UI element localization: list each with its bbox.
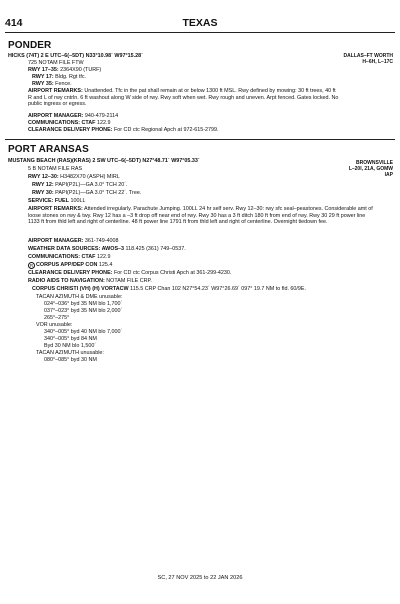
- page-number: 414: [5, 17, 23, 29]
- restriction-line: TACAN AZIMUTH & DME unusable:: [36, 294, 123, 300]
- runway-text: H3482X70 (ASPH) MIRL: [60, 174, 120, 180]
- airport-manager-line: [28, 113, 394, 120]
- runway-end-text: PAPI(P2L)—GA 3.0° TCH 20´.: [55, 182, 128, 188]
- approach-label: CORPUS APP/DEP CON: [36, 262, 98, 268]
- service-line: [28, 198, 394, 205]
- clearance-label: CLEARANCE DELIVERY PHONE:: [28, 270, 113, 276]
- chart-codes: H–6H, L–17C: [362, 59, 393, 66]
- restriction-line: 265°–275°: [44, 315, 70, 321]
- vortac-label: CORPUS CHRISTI (VH) (H) VORTACW: [32, 286, 129, 292]
- airport-remarks: [28, 88, 340, 108]
- section-rule: [5, 139, 395, 140]
- service-label: SERVICE:: [28, 198, 54, 204]
- airport-name: HICKS (74T) 2 E UTC–6(–5DT) N33°10.98´ W97°15.28´: [8, 53, 143, 59]
- sectional-name: DALLAS–FT WORTH: [343, 53, 393, 59]
- airport-manager-line: [28, 238, 394, 245]
- iap-label: IAP: [384, 172, 393, 179]
- communications-line: [28, 254, 394, 261]
- remarks-text: Attended irregularly. Parachute Jumping. 100LL 24 hr self serv. Rwy 12–30: rwy sfc seal–peastones. Considerable amt of loose stones on rwy & twy. Rwy 12 has a –3 ft drop off near end of rwy. Rwy 30 has a 3 ft ditch 180 ft from end of rwy. Rwy 30 29 ft power line 1133 ft from thld left and right of centerline. 48 ft power line 1791 ft from thld left and right of centerline. Overnight tiedown fee.: [28, 206, 373, 226]
- fuel-label: FUEL: [54, 198, 69, 204]
- airport-ident-line: [8, 53, 394, 60]
- weather-label: WEATHER DATA SOURCES: AWOS–3: [28, 246, 125, 252]
- manager-text: 940-479-2114: [84, 113, 119, 119]
- restriction-line: 037°–023° byd 35 NM blo 2,000´: [44, 308, 123, 314]
- communications-line: [28, 120, 394, 127]
- restriction-line: 080°–085° byd 30 NM: [44, 357, 97, 363]
- airport-elevation-line: 5 B NOTAM FILE RAS: [28, 166, 83, 172]
- restriction-line: 340°–005° byd 84 NM: [44, 336, 97, 342]
- radar-symbol-icon: R: [29, 263, 34, 268]
- comm-label: COMMUNICATIONS: CTAF: [28, 254, 96, 260]
- header-rule: [5, 32, 395, 33]
- runway-end-label: RWY 30:: [32, 190, 54, 196]
- chart-codes: L–20I, 21A, GOMW: [348, 166, 393, 173]
- runway-text: 2364X90 (TURF): [60, 67, 102, 73]
- runway-end-text: PAPI(P2L)—GA 3.0° TCH 22´. Tree.: [55, 190, 142, 196]
- vortac-line: [32, 286, 394, 293]
- runway-end-label: RWY 35:: [32, 81, 54, 87]
- runway-end-line: [32, 190, 394, 197]
- runway-end-line: [32, 182, 394, 189]
- clearance-text: For CD ctc Regional Apch at 972-615-2799.: [113, 127, 219, 133]
- manager-label: AIRPORT MANAGER:: [28, 113, 84, 119]
- radio-aids-line: [28, 278, 394, 285]
- city-heading-port-aransas: PORT ARANSAS: [8, 144, 89, 155]
- radio-aids-label: RADIO AIDS TO NAVIGATION:: [28, 278, 105, 284]
- weather-line: [28, 246, 394, 253]
- fuel-text: 100LL: [70, 198, 86, 204]
- runway-line: [28, 174, 394, 181]
- remarks-label: AIRPORT REMARKS:: [28, 88, 83, 94]
- restriction-line: 024°–036° byd 35 NM blo 1,700´: [44, 301, 123, 307]
- runway-end-line: [32, 74, 394, 81]
- city-heading-ponder: PONDER: [8, 40, 52, 51]
- manager-text: 361-749-4008: [84, 238, 119, 244]
- clearance-label: CLEARANCE DELIVERY PHONE:: [28, 127, 113, 133]
- approach-text: 125.4: [98, 262, 113, 268]
- comm-text: 122.9: [96, 254, 111, 260]
- page-title: TEXAS: [182, 17, 218, 29]
- remarks-label: AIRPORT REMARKS:: [28, 206, 83, 212]
- remarks-text: Unattended. Tfc in the pat shall remain at or below 1300 ft MSL. Rwy defined by mowing: 30 ft trees, 40 ft R and L of rwy cntrln. 6 ft washout along W side of rwy. Rwy soft when wet. Rwy rough and uneven. Arpt fenced. Gates locked. No public ingress or egress.: [28, 88, 339, 108]
- airport-name: MUSTANG BEACH (RAS)(KRAS) 2 SW UTC–6(–5DT) N27°48.71´ W97°05.33´: [8, 158, 200, 164]
- restriction-line: 340°–005° byd 40 NM blo 7,000´: [44, 329, 123, 335]
- manager-label: AIRPORT MANAGER:: [28, 238, 84, 244]
- footer-date-range: SC, 27 NOV 2025 to 22 JAN 2026: [157, 575, 243, 581]
- clearance-text: For CD ctc Corpus Christi Apch at 361-299-4230.: [113, 270, 232, 276]
- weather-text: 118.425 (361) 749–0537.: [125, 246, 186, 252]
- runway-end-label: RWY 17:: [32, 74, 54, 80]
- radio-aids-text: NOTAM FILE CRP.: [106, 278, 152, 284]
- runway-line: [28, 67, 394, 74]
- clearance-line: [28, 270, 394, 277]
- runway-label: RWY 12–30:: [28, 174, 59, 180]
- runway-end-label: RWY 12:: [32, 182, 54, 188]
- vortac-text: 115.5 CRP Chan 102 N27°54.23´ W97°26.69´ 097° 19.7 NM to fld. 60/9E.: [130, 286, 307, 292]
- comm-text: 122.9: [96, 120, 111, 126]
- airport-ident-line: [8, 158, 394, 165]
- sectional-name: BROWNSVILLE: [356, 160, 393, 166]
- restriction-line: VOR unusable:: [36, 322, 73, 328]
- runway-label: RWY 17–35:: [28, 67, 59, 73]
- airport-elevation-line: 725 NOTAM FILE FTW: [28, 60, 84, 66]
- runway-end-text: Bldg. Rgt tfc.: [55, 74, 87, 80]
- comm-label: COMMUNICATIONS: CTAF: [28, 120, 96, 126]
- runway-end-text: Fence.: [55, 81, 72, 87]
- restriction-line: TACAN AZIMUTH unusable:: [36, 350, 104, 356]
- runway-end-line: [32, 81, 394, 88]
- approach-control-line: [28, 262, 394, 269]
- clearance-line: [28, 127, 394, 134]
- restriction-line: Byd 30 NM blo 1,500´: [44, 343, 97, 349]
- airport-remarks: [28, 206, 376, 226]
